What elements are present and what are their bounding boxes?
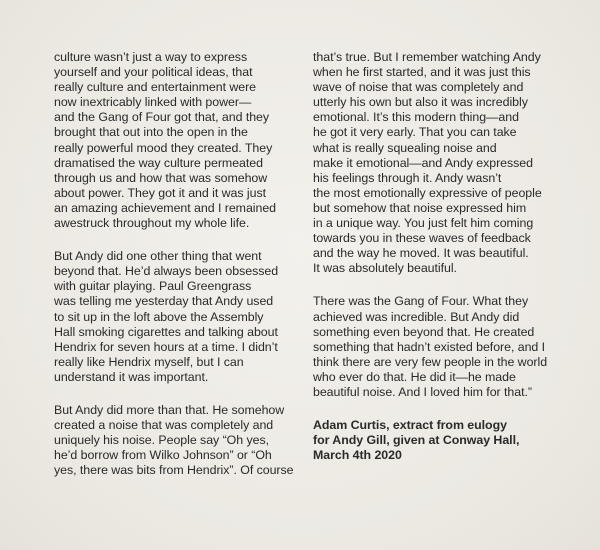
text-line: really like Hendrix myself, but I can bbox=[54, 354, 244, 369]
text-line: really culture and entertainment were bbox=[54, 80, 257, 95]
text-line: beyond that. He’d always been obsessed bbox=[54, 264, 279, 279]
text-line: when he first started, and it was just this bbox=[313, 65, 531, 80]
attribution-line: March 4th 2020 bbox=[313, 448, 402, 463]
text-line: wave of noise that was completely and bbox=[313, 80, 524, 95]
text-line: But Andy did more than that. He somehow bbox=[54, 402, 285, 417]
text-line: culture wasn’t just a way to express bbox=[54, 50, 248, 64]
text-line: an amazing achievement and I remained bbox=[54, 200, 277, 215]
text-line: It was absolutely beautiful. bbox=[313, 261, 457, 276]
text-line: uniquely his noise. People say “Oh yes, bbox=[54, 433, 270, 448]
attribution bbox=[313, 418, 563, 463]
text-line: who ever do that. He did it—he made bbox=[313, 369, 516, 384]
text-line: and the Gang of Four got that, and they bbox=[54, 110, 270, 125]
text-line: in a unique way. You just felt him coming bbox=[313, 216, 534, 231]
text-line: awestruck throughout my whole life. bbox=[54, 216, 250, 231]
text-line: Hendrix for seven hours at a time. I didn’t bbox=[54, 339, 278, 354]
text-line: his feelings through it. Andy wasn’t bbox=[313, 170, 502, 185]
text-line: towards you in these waves of feedback bbox=[313, 231, 531, 246]
text-line: But Andy did one other thing that went bbox=[54, 249, 262, 264]
text-line: utterly his own but also it was incredibly bbox=[313, 95, 528, 110]
right-paragraph-2 bbox=[313, 294, 563, 400]
right-paragraph-1 bbox=[313, 50, 563, 276]
left-text-column bbox=[54, 50, 304, 496]
text-line: now inextricably linked with power— bbox=[54, 95, 252, 110]
text-line: really powerful mood they created. They bbox=[54, 140, 273, 155]
text-line: think there are very few people in the world bbox=[313, 354, 548, 369]
text-line: created a noise that was completely and bbox=[54, 418, 274, 433]
text-line: dramatised the way culture permeated bbox=[54, 155, 263, 170]
text-line: but somehow that noise expressed him bbox=[313, 200, 527, 215]
text-line: yes, there was bits from Hendrix”. Of course bbox=[54, 463, 294, 478]
text-line: emotional. It’s this modern thing—and bbox=[313, 110, 519, 125]
text-line: make it emotional—and Andy expressed bbox=[313, 155, 533, 170]
text-line: something even beyond that. He created bbox=[313, 324, 535, 339]
text-line: through us and how that was somehow bbox=[54, 170, 268, 185]
text-line: yourself and your political ideas, that bbox=[54, 65, 253, 80]
text-line: with guitar playing. Paul Greengrass bbox=[54, 279, 252, 294]
right-text-column bbox=[313, 50, 563, 481]
text-line: to sit up in the loft above the Assembly bbox=[54, 309, 264, 324]
text-line: something that hadn’t existed before, and I bbox=[313, 339, 546, 354]
text-line: understand it was important. bbox=[54, 369, 209, 384]
text-line: brought that out into the open in the bbox=[54, 125, 248, 140]
text-line: he’d borrow from Wilko Johnson” or “Oh bbox=[54, 448, 272, 463]
attribution-line: for Andy Gill, given at Conway Hall, bbox=[313, 433, 520, 448]
text-line: was telling me yesterday that Andy used bbox=[54, 294, 274, 309]
text-line: about power. They got it and it was just bbox=[54, 185, 266, 200]
attribution-line: Adam Curtis, extract from eulogy bbox=[313, 418, 507, 433]
text-line: that’s true. But I remember watching Andy bbox=[313, 50, 541, 64]
text-line: achieved was incredible. But Andy did bbox=[313, 309, 520, 324]
text-line: he got it very early. That you can take bbox=[313, 125, 517, 140]
left-paragraph-1 bbox=[54, 50, 304, 231]
left-paragraph-2 bbox=[54, 249, 304, 385]
text-line: and the way he moved. It was beautiful. bbox=[313, 246, 529, 261]
left-paragraph-3 bbox=[54, 403, 304, 478]
text-line: the most emotionally expressive of people bbox=[313, 185, 542, 200]
text-line: There was the Gang of Four. What they bbox=[313, 294, 529, 309]
text-line: Hall smoking cigarettes and talking about bbox=[54, 324, 278, 339]
text-line: beautiful noise. And I loved him for that.” bbox=[313, 384, 532, 399]
text-line: what is really squealing noise and bbox=[313, 140, 497, 155]
